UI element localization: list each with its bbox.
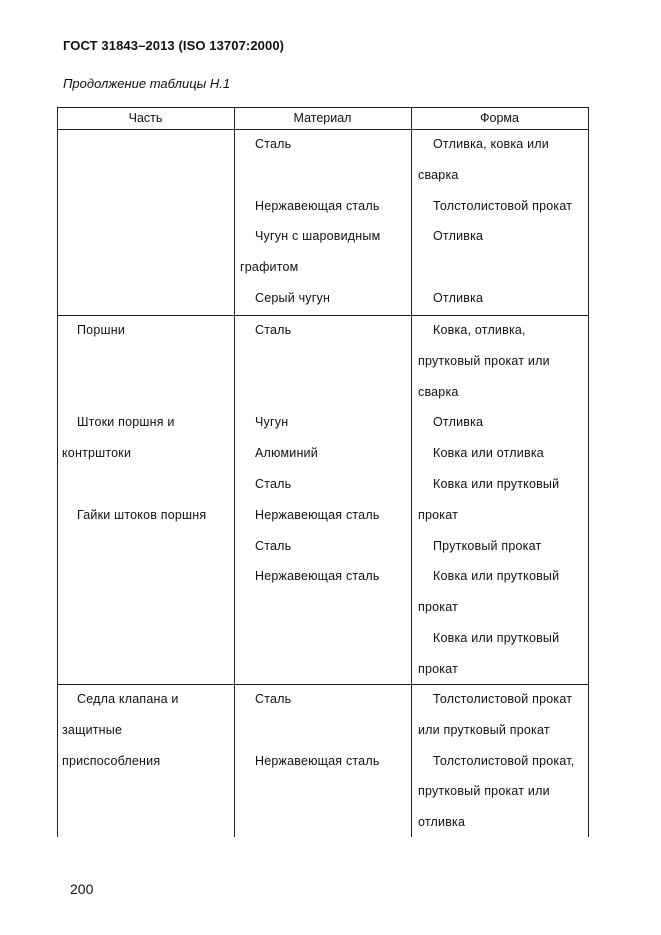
- table-cell-form: Толстолистовой прокат: [433, 692, 573, 706]
- table-cell-part: приспособления: [62, 753, 161, 768]
- table-cell-form: Ковка или прутковый: [433, 569, 560, 584]
- table-cell-form: Ковка или прутковый: [433, 631, 560, 645]
- table-cell-form: или прутковый прокат: [418, 722, 550, 737]
- table-cell-material: Сталь: [255, 137, 292, 151]
- document-header: ГОСТ 31843–2013 (ISO 13707:2000): [63, 38, 285, 53]
- table-cell-form: Толстолистовой прокат,: [433, 753, 575, 768]
- table-cell-material: Алюминий: [255, 446, 318, 461]
- table-cell-form: Ковка или отливка: [433, 446, 544, 461]
- table-cell-part: Штоки поршня и: [77, 415, 175, 430]
- table-cell-material: Сталь: [255, 477, 292, 491]
- table-cell-part: Гайки штоков поршня: [77, 507, 207, 522]
- parts-table: [57, 107, 589, 837]
- table-cell-form: Отливка: [433, 415, 484, 430]
- table-cell-part: контрштоки: [62, 446, 132, 461]
- column-divider-1: [234, 107, 235, 837]
- table-cell-form: Ковка или прутковый: [433, 477, 560, 491]
- table-cell-form: Отливка, ковка или: [433, 137, 549, 151]
- table-cell-material: Сталь: [255, 323, 292, 337]
- table-cell-form: Отливка: [433, 229, 484, 244]
- table-cell-material: графитом: [240, 260, 299, 275]
- table-cell-form: Толстолистовой прокат: [433, 198, 573, 213]
- table-cell-material: Нержавеющая сталь: [255, 507, 380, 522]
- table-cell-part: защитные: [62, 722, 123, 737]
- column-header-material: Материал: [293, 111, 352, 125]
- column-header-part: Часть: [128, 111, 163, 125]
- table-cell-material: Сталь: [255, 538, 292, 553]
- table-border-left: [57, 107, 58, 837]
- table-caption: Продолжение таблицы Н.1: [63, 76, 231, 91]
- table-cell-form: Прутковый прокат: [433, 538, 542, 553]
- table-cell-form: прутковый прокат или: [418, 353, 550, 368]
- table-cell-part: Поршни: [77, 323, 126, 337]
- table-cell-form: отливка: [418, 815, 466, 830]
- table-cell-material: Сталь: [255, 692, 292, 706]
- table-cell-form: Отливка: [433, 291, 484, 305]
- table-cell-material: Нержавеющая сталь: [255, 569, 380, 584]
- table-cell-form: Ковка, отливка,: [433, 323, 526, 337]
- table-cell-part: Седла клапана и: [77, 692, 179, 706]
- table-cell-material: Нержавеющая сталь: [255, 753, 380, 768]
- column-header-form: Форма: [480, 111, 519, 125]
- table-cell-form: прокат: [418, 600, 459, 615]
- table-cell-form: сварка: [418, 167, 459, 182]
- page-number: 200: [70, 881, 94, 897]
- table-cell-material: Нержавеющая сталь: [255, 198, 380, 213]
- table-cell-material: Чугун с шаровидным: [255, 229, 381, 244]
- table-cell-material: Серый чугун: [255, 291, 331, 305]
- table-cell-material: Чугун: [255, 415, 289, 430]
- table-cell-form: прокат: [418, 661, 459, 676]
- column-divider-2: [411, 107, 412, 837]
- table-border-right: [588, 107, 589, 837]
- table-cell-form: прутковый прокат или: [418, 784, 550, 799]
- table-cell-form: сварка: [418, 384, 459, 399]
- table-cell-form: прокат: [418, 507, 459, 522]
